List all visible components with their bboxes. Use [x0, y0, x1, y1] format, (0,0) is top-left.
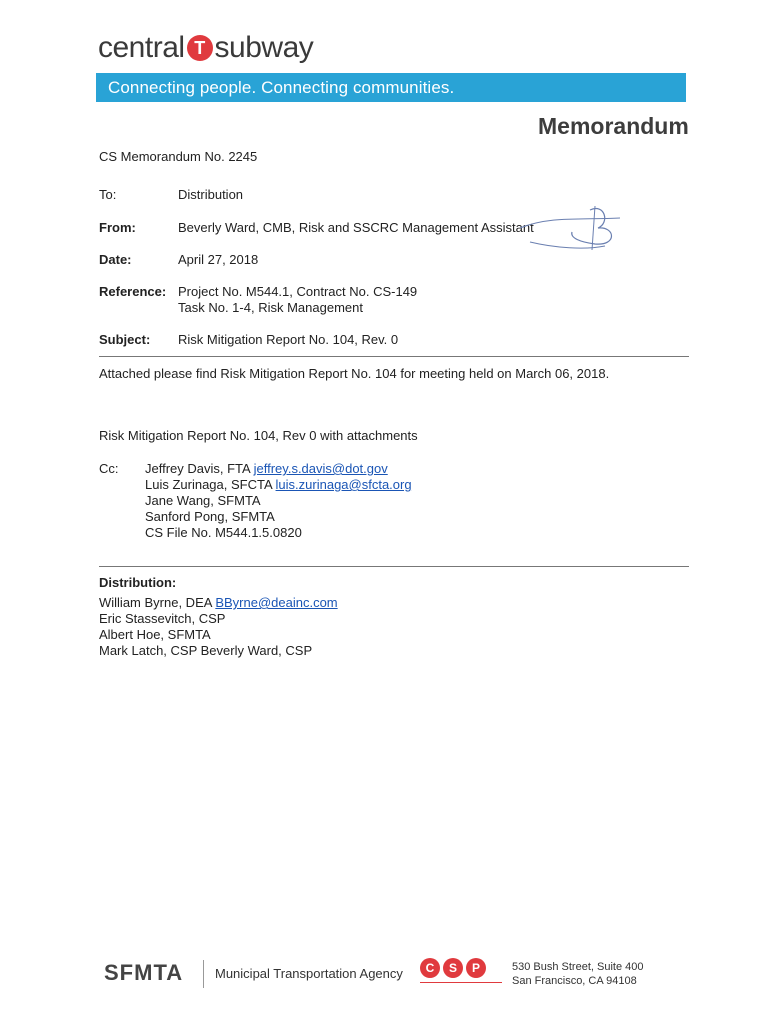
distribution-item: Mark Latch, CSP Beverly Ward, CSP	[99, 643, 313, 658]
agency-name: Municipal Transportation Agency	[215, 966, 403, 981]
csp-letter-s: S	[443, 958, 463, 978]
memo-title: Memorandum	[538, 113, 689, 139]
subject-divider	[99, 356, 689, 357]
csp-logo-underline	[420, 982, 502, 983]
cc-item: Sanford Pong, SFMTA	[145, 509, 275, 524]
cc-item	[145, 461, 388, 476]
enclosure-text: Risk Mitigation Report No. 104, Rev 0 with attachments	[99, 428, 418, 443]
address-line-1: 530 Bush Street, Suite 400	[512, 961, 644, 973]
cc-email-link[interactable]: luis.zurinaga@sfcta.org	[275, 477, 412, 492]
subject-label: Subject:	[99, 332, 151, 347]
date-value: April 27, 2018	[178, 252, 259, 267]
distribution-name: William Byrne, DEA	[99, 595, 212, 610]
date-label: Date:	[99, 252, 132, 267]
logo-text-left: central	[98, 31, 185, 64]
to-label: To:	[99, 187, 117, 202]
from-value: Beverly Ward, CMB, Risk and SSCRC Management Assistant	[178, 220, 534, 235]
cc-item: Jane Wang, SFMTA	[145, 493, 261, 508]
footer-divider	[203, 960, 204, 988]
to-value: Distribution	[178, 187, 244, 202]
cc-item: CS File No. M544.1.5.0820	[145, 525, 302, 540]
distribution-email-link[interactable]: BByrne@deainc.com	[215, 595, 338, 610]
distribution-item: Eric Stassevitch, CSP	[99, 611, 226, 626]
from-label: From:	[99, 220, 136, 235]
signature-icon	[510, 198, 640, 258]
tagline: Connecting people. Connecting communities.	[108, 78, 455, 97]
cc-item	[145, 477, 412, 492]
csp-letter-c: C	[420, 958, 440, 978]
distribution-item: Albert Hoe, SFMTA	[99, 627, 211, 642]
address-line-2: San Francisco, CA 94108	[512, 975, 637, 987]
t-logo-icon: T	[187, 35, 213, 61]
subject-value: Risk Mitigation Report No. 104, Rev. 0	[178, 332, 399, 347]
sfmta-logo: SFMTA	[104, 960, 184, 985]
distribution-divider	[99, 566, 689, 567]
csp-logo	[420, 958, 486, 978]
memo-number: CS Memorandum No. 2245	[99, 149, 258, 164]
csp-letter-p: P	[466, 958, 486, 978]
attached-text: Attached please find Risk Mitigation Report No. 104 for meeting held on March 06, 2018.	[99, 366, 610, 381]
reference-label: Reference:	[99, 284, 167, 299]
cc-name: Jeffrey Davis, FTA	[145, 461, 250, 476]
cc-name: Luis Zurinaga, SFCTA	[145, 477, 272, 492]
distribution-label: Distribution:	[99, 575, 177, 590]
logo-text-right: subway	[214, 31, 314, 64]
cc-label: Cc:	[99, 461, 119, 476]
central-subway-logo	[98, 30, 313, 66]
distribution-item	[99, 595, 338, 610]
reference-line-2: Task No. 1-4, Risk Management	[178, 300, 363, 315]
reference-line-1: Project No. M544.1, Contract No. CS-149	[178, 284, 418, 299]
cc-email-link[interactable]: jeffrey.s.davis@dot.gov	[253, 461, 388, 476]
